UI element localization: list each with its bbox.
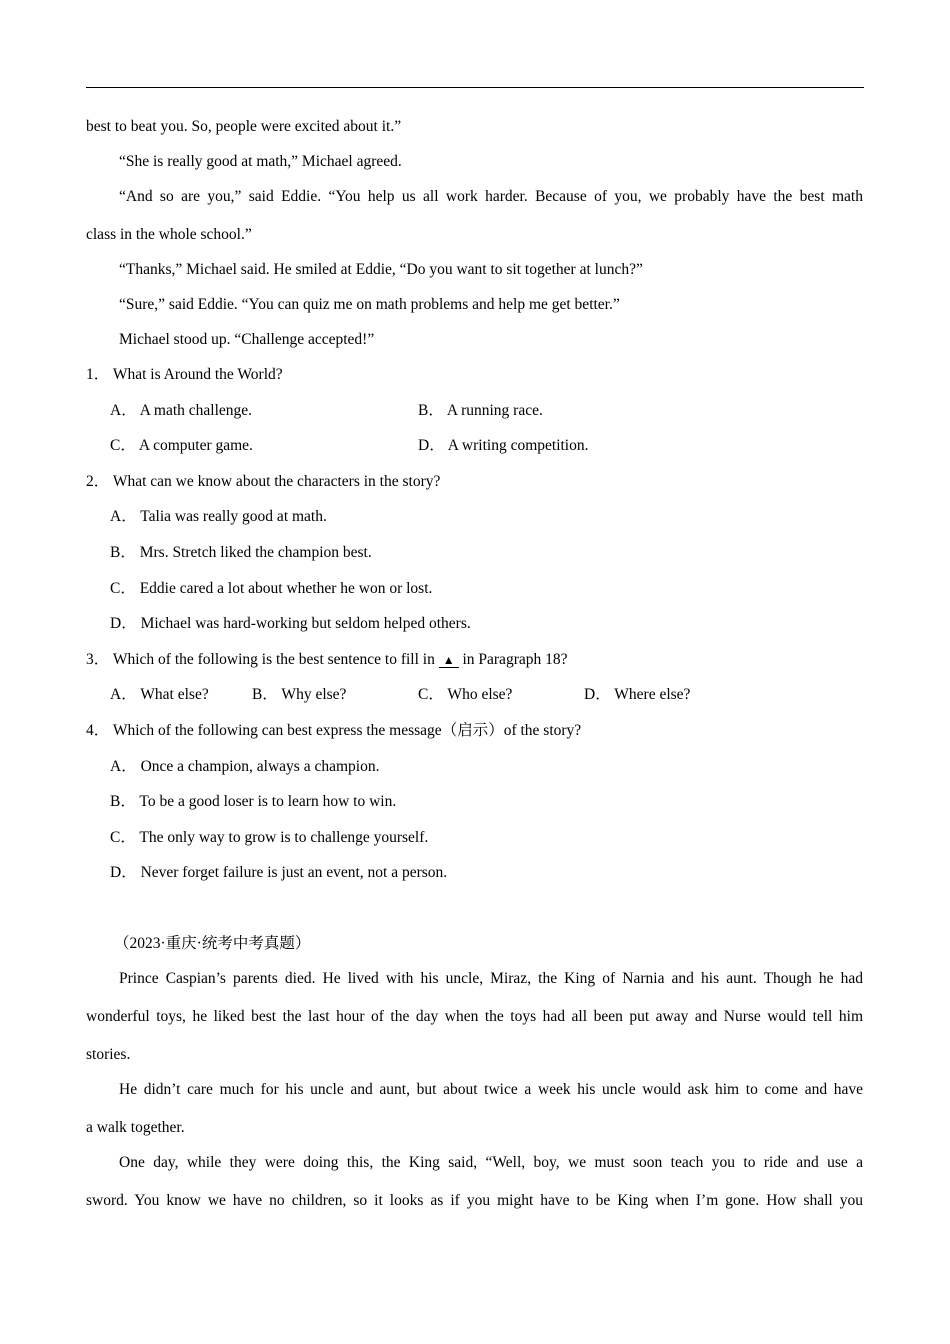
story2-line: a walk together.: [86, 1119, 185, 1136]
question-1-option-d: D． A writing competition.: [418, 437, 589, 454]
story1-line: Michael stood up. “Challenge accepted!”: [119, 331, 375, 348]
question-4-stem: 4． Which of the following can best express the message（启示）of the story?: [86, 722, 582, 739]
story1-line: “Thanks,” Michael said. He smiled at Eddie, “Do you want to sit together at lunch?”: [119, 261, 643, 278]
question-3-stem-after: in Paragraph 18?: [458, 651, 568, 668]
story1-line: “And so are you,” said Eddie. “You help us all work harder. Because of you, we probably have the best math: [119, 188, 863, 205]
question-4-option-a: A． Once a champion, always a champion.: [110, 758, 380, 775]
question-3-option-b: B． Why else?: [252, 686, 347, 703]
question-4-option-c: C． The only way to grow is to challenge yourself.: [110, 829, 429, 846]
passage-source: （2023·重庆·统考中考真题）: [114, 935, 311, 952]
question-1-option-a: A． A math challenge.: [110, 402, 253, 419]
question-1-stem: 1． What is Around the World?: [86, 366, 283, 383]
question-3-option-d: D． Where else?: [584, 686, 691, 703]
question-2-option-b: B． Mrs. Stretch liked the champion best.: [110, 544, 372, 561]
story1-line: class in the whole school.”: [86, 226, 252, 243]
question-2-option-a: A． Talia was really good at math.: [110, 508, 327, 525]
question-2-stem: 2． What can we know about the characters in the story?: [86, 473, 441, 490]
question-2-option-c: C． Eddie cared a lot about whether he won or lost.: [110, 580, 433, 597]
story2-line: sword. You know we have no children, so it looks as if you might have to be King when I’m gone. How shall you: [86, 1192, 863, 1209]
fill-in-blank: ▲: [439, 653, 459, 668]
question-1-option-b: B． A running race.: [418, 402, 543, 419]
story2-line: stories.: [86, 1046, 131, 1063]
header-rule: [86, 87, 864, 88]
question-4-option-b: B． To be a good loser is to learn how to win.: [110, 793, 397, 810]
story1-line: “She is really good at math,” Michael agreed.: [119, 153, 402, 170]
question-4-option-d: D． Never forget failure is just an event, not a person.: [110, 864, 448, 881]
question-3-option-a: A． What else?: [110, 686, 209, 703]
question-2-option-d: D． Michael was hard-working but seldom helped others.: [110, 615, 471, 632]
story1-line: best to beat you. So, people were excited about it.”: [86, 118, 402, 135]
question-3-stem: [86, 650, 568, 670]
story2-line: One day, while they were doing this, the King said, “Well, boy, we must soon teach you to ride and use a: [119, 1154, 863, 1171]
question-1-option-c: C． A computer game.: [110, 437, 253, 454]
story2-line: wonderful toys, he liked best the last hour of the day when the toys had all been put away and Nurse would tell him: [86, 1008, 863, 1025]
question-3-stem-before: 3． Which of the following is the best sentence to fill in: [86, 651, 439, 668]
question-3-option-c: C． Who else?: [418, 686, 513, 703]
story2-line: Prince Caspian’s parents died. He lived with his uncle, Miraz, the King of Narnia and his aunt. Though he had: [119, 970, 863, 987]
story1-line: “Sure,” said Eddie. “You can quiz me on math problems and help me get better.”: [119, 296, 620, 313]
story2-line: He didn’t care much for his uncle and aunt, but about twice a week his uncle would ask him to come and have: [119, 1081, 863, 1098]
